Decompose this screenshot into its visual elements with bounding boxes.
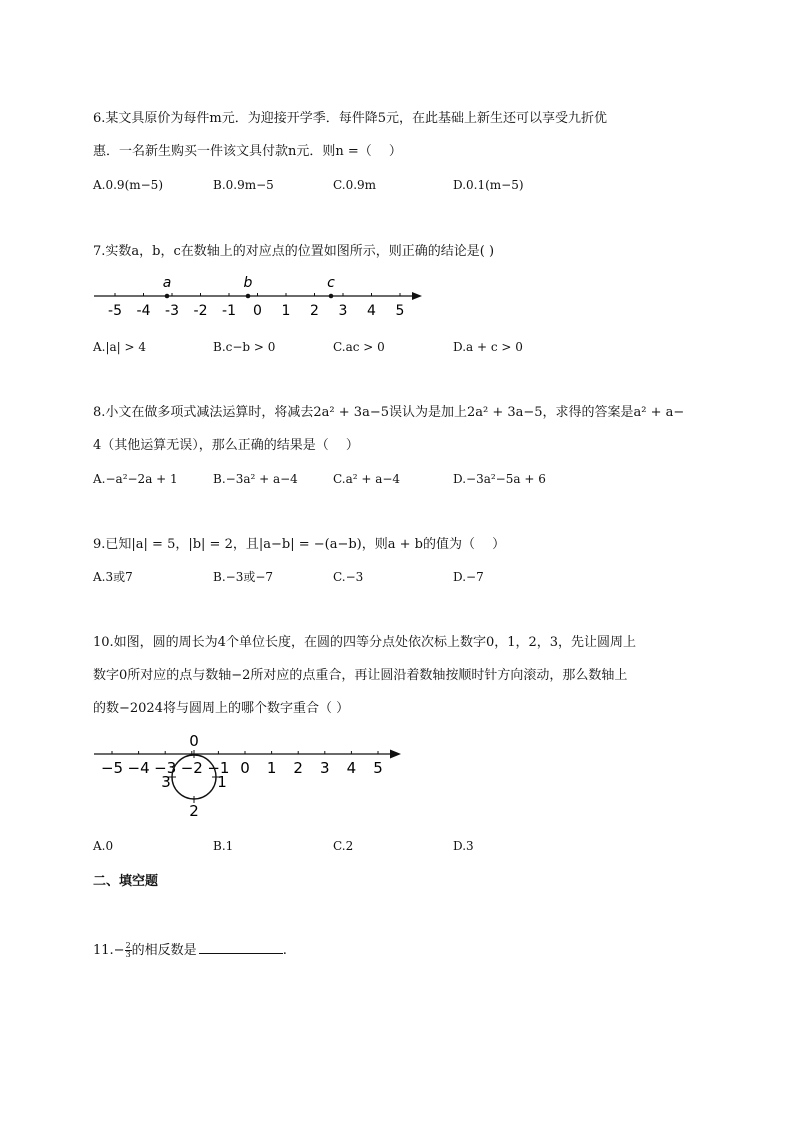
q7-point-b (246, 294, 251, 299)
q11-fraction (125, 942, 132, 959)
q6-option-b: B.0.9m−5 (213, 178, 274, 192)
q11-fraction-numerator: 2 (125, 941, 131, 950)
q10-option-c: C.2 (333, 839, 354, 853)
q6-stem-line2: 惠．一名新生购买一件该文具付款n元．则n =（ ） (93, 144, 402, 159)
q10-option-a: A.0 (93, 839, 114, 853)
q7-point-a (165, 294, 170, 299)
q8-option-b: B.−3a² + a−4 (213, 472, 298, 486)
q10-tick-label: 0 (240, 759, 250, 777)
q7-tick-label: 2 (310, 303, 319, 319)
q10-stem-line1: 10.如图，圆的周长为4个单位长度，在圆的四等分点处依次标上数字0，1，2，3，先让圆周上 (93, 635, 637, 650)
q7-tick-label: 0 (253, 303, 262, 319)
q9-option-b: B.−3或−7 (213, 570, 274, 584)
q10-tick-label: −1 (207, 759, 230, 777)
q7-tick-label: 4 (367, 303, 376, 319)
q7-axis-arrow (412, 292, 422, 300)
q10-tick-label: 4 (346, 759, 357, 777)
q7-tick-label: -2 (193, 303, 208, 319)
q8-option-d: D.−3a²−5a + 6 (453, 472, 546, 486)
q10-stem-line3: 的数−2024将与圆周上的哪个数字重合（ ） (93, 701, 350, 716)
q6-option-c: C.0.9m (333, 178, 377, 192)
q9-option-c: C.−3 (333, 570, 364, 584)
q10-tick-label: 3 (320, 759, 330, 777)
q8-option-a: A.−a²−2a + 1 (93, 472, 178, 486)
q8-stem-line1: 8.小文在做多项式减法运算时，将减去2a² + 3a−5误认为是加上2a² + 3a−5，求得的答案是a² + a− (93, 405, 685, 420)
q9-option-d: D.−7 (453, 570, 484, 584)
q9-stem: 9.已知|a| = 5，|b| = 2，且|a−b| = −(a−b)，则a + b的值为（ ） (93, 537, 506, 552)
q7-label-c: c (327, 275, 335, 291)
q10-tick-label: −5 (100, 759, 124, 777)
q10-tick-label: −3 (154, 759, 177, 777)
q7-number-line-figure (90, 268, 430, 324)
q7-point-c (329, 294, 334, 299)
q10-tick-label: 2 (293, 759, 303, 777)
q7-option-a: A.|a| > 4 (93, 340, 147, 354)
q7-tick-label: -4 (136, 303, 151, 319)
q10-circle-label-2: 2 (189, 802, 199, 820)
q6-option-d: D.0.1(m−5) (453, 178, 524, 192)
q7-stem: 7.实数a，b，c在数轴上的对应点的位置如图所示，则正确的结论是( ) (93, 244, 495, 259)
q7-tick-label: -3 (165, 303, 179, 319)
q11-fraction-denominator: 3 (125, 950, 131, 959)
q7-tick-label: -5 (108, 303, 122, 319)
q11-stem (93, 940, 287, 962)
q7-label-a: a (162, 275, 172, 291)
q7-tick-label: -1 (222, 303, 236, 319)
q10-option-d: D.3 (453, 839, 474, 853)
q11-prefix: 11.− (93, 943, 125, 958)
q11-end-period: . (282, 943, 287, 958)
q7-tick-label: 5 (395, 303, 405, 319)
q10-rolling-circle-figure (90, 728, 410, 824)
q7-option-d: D.a + c > 0 (453, 340, 523, 354)
q10-circle-label-1: 1 (217, 773, 227, 791)
q9-option-a: A.3或7 (93, 570, 133, 584)
q8-stem-line2: 4（其他运算无误），那么正确的结果是（ ） (93, 438, 359, 453)
q10-tick-label: −2 (180, 759, 203, 777)
q7-option-c: C.ac > 0 (333, 340, 385, 354)
q6-stem-line1: 6.某文具原价为每件m元．为迎接开学季．每件降5元，在此基础上新生还可以享受九折优 (93, 111, 608, 126)
q7-option-b: B.c−b > 0 (213, 340, 276, 354)
section-heading-fill-in-blank: 二、填空题 (93, 874, 159, 889)
q7-tick-label: 1 (281, 303, 291, 319)
q6-option-a: A.0.9(m−5) (93, 178, 163, 192)
q10-circle-label-0: 0 (189, 732, 199, 750)
q7-tick-label: 3 (338, 303, 348, 319)
q11-answer-blank[interactable] (199, 941, 283, 954)
q7-label-b: b (243, 275, 253, 291)
q10-stem-line2: 数字0所对应的点与数轴−2所对应的点重合，再让圆沿着数轴按顺时针方向滚动，那么数轴上 (93, 668, 628, 683)
q10-option-b: B.1 (213, 839, 234, 853)
q11-suffix: 的相反数是 (131, 943, 197, 958)
q8-option-c: C.a² + a−4 (333, 472, 401, 486)
q10-tick-label: 1 (266, 759, 277, 777)
q10-axis-arrow (390, 750, 401, 759)
q10-circle-label-3: 3 (161, 773, 171, 791)
q10-tick-label: 5 (373, 759, 383, 777)
q10-tick-label: −4 (127, 759, 150, 777)
